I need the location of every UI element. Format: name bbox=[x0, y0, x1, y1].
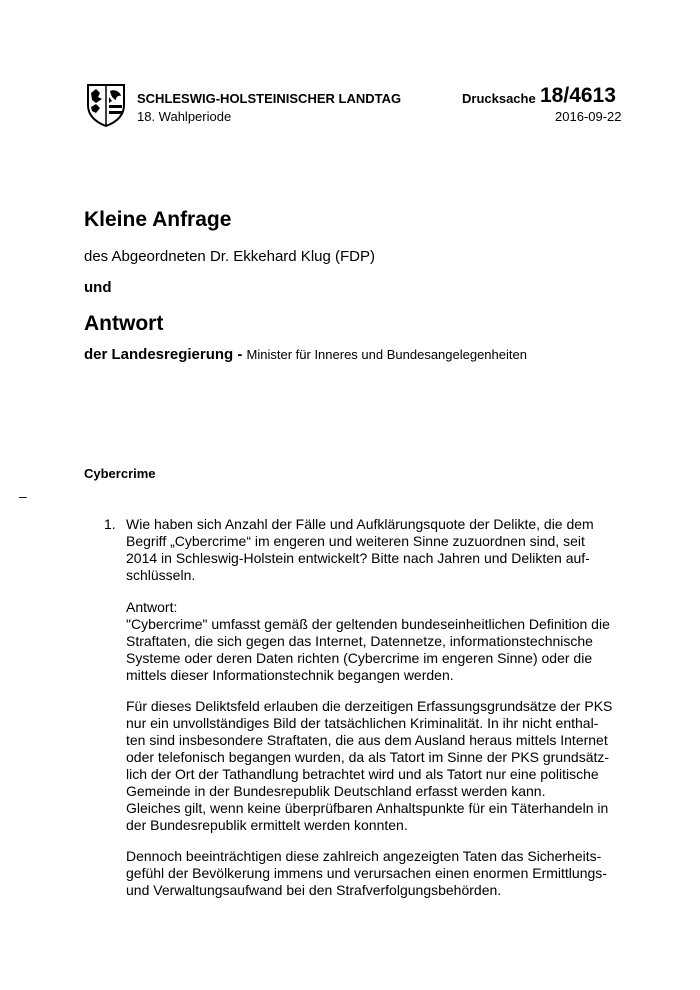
heading-antwort: Antwort bbox=[84, 312, 164, 335]
heading-kleine-anfrage: Kleine Anfrage bbox=[84, 208, 232, 231]
coat-of-arms-icon bbox=[86, 83, 126, 127]
answer-line: Systeme oder deren Daten richten (Cybercrime im engeren Sinne) oder die bbox=[126, 650, 593, 666]
answer-line: Gemeinde in der Bundesrepublik Deutschland erfasst werden kann. bbox=[126, 783, 546, 799]
author-line: des Abgeordneten Dr. Ekkehard Klug (FDP) bbox=[84, 248, 375, 265]
answer-line: Für dieses Deliktsfeld erlauben die derzeitigen Erfassungsgrundsätze der PKS bbox=[126, 698, 613, 714]
answer-line: Gleiches gilt, wenn keine überprüfbaren Anhaltspunkte für ein Täterhandeln in bbox=[126, 800, 609, 816]
question-line: Wie haben sich Anzahl der Fälle und Aufklärungsquote der Delikte, die dem bbox=[126, 516, 594, 532]
legislative-period: 18. Wahlperiode bbox=[137, 109, 232, 124]
answer-paragraph-3 bbox=[126, 848, 626, 899]
question-number: 1. bbox=[104, 516, 116, 532]
question-line: schlüsseln. bbox=[126, 567, 196, 583]
answer-line: der Bundesrepublik ermittelt werden konnten. bbox=[126, 817, 408, 833]
answer-line: gefühl der Bevölkerung immens und verursachen einen enormen Ermittlungs- bbox=[126, 865, 607, 881]
drucksache-label: Drucksache bbox=[462, 91, 536, 106]
topic-heading: Cybercrime bbox=[84, 466, 156, 481]
question-line: Begriff „Cybercrime“ im engeren und weiteren Sinne zuzuordnen sind, seit bbox=[126, 533, 585, 549]
government-line bbox=[84, 346, 527, 363]
answer-line: ten sind insbesondere Straftaten, die aus dem Ausland heraus mittels Internet bbox=[126, 732, 608, 748]
answer-line: Dennoch beeinträchtigen diese zahlreich angezeigten Taten das Sicherheits- bbox=[126, 848, 602, 864]
answer-line: Straftaten, die sich gegen das Internet, Datennetze, informationstechnische bbox=[126, 633, 593, 649]
answer-label: Antwort: bbox=[126, 599, 178, 615]
answer-line: und Verwaltungsaufwand bei den Strafverfolgungsbehörden. bbox=[126, 882, 502, 898]
answer-line: "Cybercrime" umfasst gemäß der geltenden bundeseinheitlichen Definition die bbox=[126, 616, 610, 632]
question-text bbox=[126, 516, 626, 584]
answer-paragraph-1 bbox=[126, 599, 626, 684]
minister-label: Minister für Inneres und Bundesangelegenheiten bbox=[246, 347, 527, 362]
conjunction-und: und bbox=[84, 279, 112, 296]
margin-mark: – bbox=[19, 488, 27, 504]
answer-line: lich der Ort der Tathandlung betrachtet wird und als Tatort nur eine politische bbox=[126, 766, 599, 782]
answer-line: mittels dieser Informationstechnik begangen werden. bbox=[126, 667, 454, 683]
organization-name: SCHLESWIG-HOLSTEINISCHER LANDTAG bbox=[137, 91, 402, 106]
government-label: der Landesregierung - bbox=[84, 346, 243, 363]
answer-line: nur ein unvollständiges Bild der tatsächlichen Kriminalität. In ihr nicht enthal- bbox=[126, 715, 599, 731]
answer-line: oder telefonisch begangen wurden, da als Tatort im Sinne der PKS grundsätz- bbox=[126, 749, 610, 765]
answer-paragraph-2 bbox=[126, 698, 626, 834]
drucksache-number: 18/4613 bbox=[540, 84, 616, 107]
document-date: 2016-09-22 bbox=[555, 109, 622, 124]
question-line: 2014 in Schleswig-Holstein entwickelt? Bitte nach Jahren und Delikten auf- bbox=[126, 550, 590, 566]
